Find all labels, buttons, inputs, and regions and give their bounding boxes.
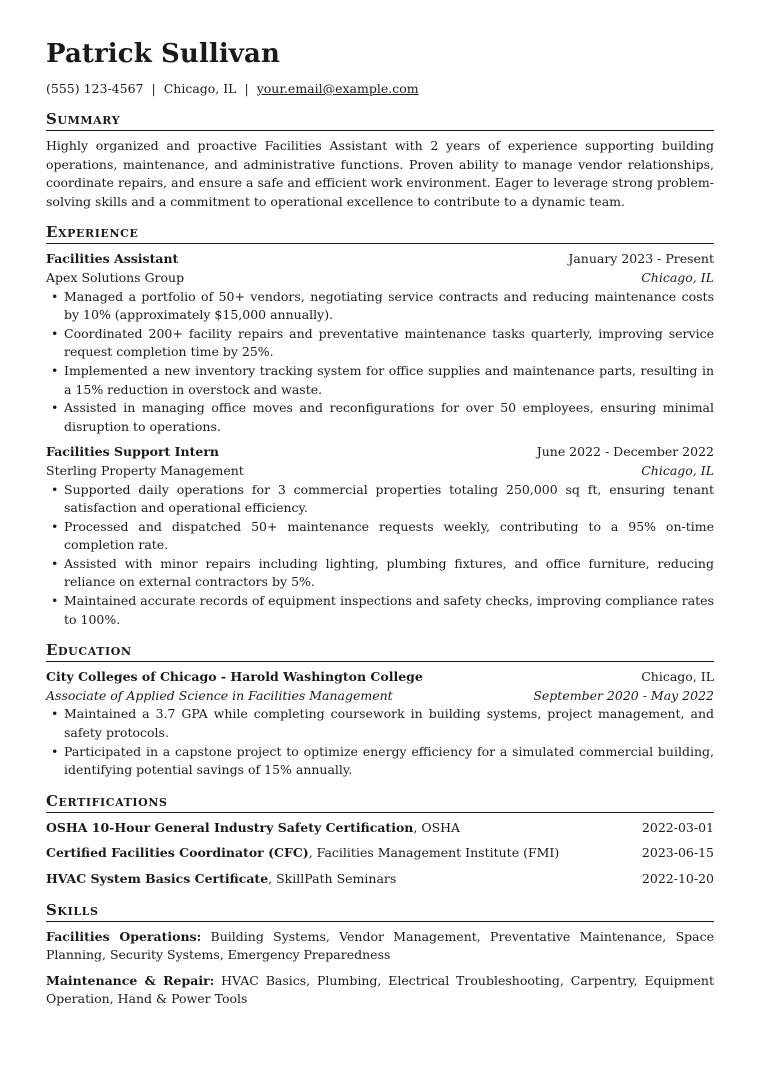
company-name: Apex Solutions Group [46, 269, 185, 285]
location: Chicago, IL [163, 81, 237, 96]
summary-text: Highly organized and proactive Facilities Assistant with 2 years of experience supporting building operations, maintenance, and administrative functions. Proven ability to manage vendor relationships, coordinate repairs, and ensure a safe and efficient work environment. Eager to leverage strong problem-solving skills and a commitment to operational excellence to contribute to a dynamic team. [46, 138, 714, 209]
certification-issuer: , SkillPath Seminars [268, 871, 397, 886]
job-bullet: • Assisted with minor repairs including lighting, plumbing fixtures, and office furniture, reducing reliance on external contractors by 5%. [46, 555, 714, 592]
section-title-education: Education [46, 641, 714, 662]
certification-name: HVAC System Basics Certificate [46, 871, 269, 886]
skill-group-values: Building Systems, Vendor Management, Preventative Maintenance, Space Planning, Security Systems, Emergency Preparedness [46, 928, 714, 963]
education-bullet: • Maintained a 3.7 GPA while completing coursework in building systems, project management, and safety protocols. [46, 705, 714, 742]
certification-name: OSHA 10-Hour General Industry Safety Certification [46, 819, 414, 835]
school-location: Chicago, IL [641, 669, 714, 685]
job-bullet-list [46, 481, 714, 630]
job-title: Facilities Assistant [46, 251, 179, 267]
experience-entry [46, 443, 714, 629]
certification-item [46, 819, 714, 838]
education-section [46, 641, 714, 780]
phone-number: (555) 123-4567 [46, 81, 144, 96]
job-bullet: • Maintained accurate records of equipment inspections and safety checks, improving compliance rates to 100%. [46, 592, 714, 629]
certification-issuer: , Facilities Management Institute (FMI) [308, 845, 560, 861]
job-dates: January 2023 - Present [568, 251, 714, 267]
section-title-experience: Experience [46, 223, 714, 244]
section-title-certifications: Certifications [46, 792, 714, 813]
skill-group-values: HVAC Basics, Plumbing, Electrical Troubleshooting, Carpentry, Equipment Operation, Hand & Power Tools [46, 972, 714, 1007]
degree-name: Associate of Applied Science in Facilities Management [46, 687, 393, 703]
education-dates: September 2020 - May 2022 [533, 687, 714, 703]
certification-item [46, 870, 714, 889]
email-link[interactable]: your.email@example.com [256, 81, 419, 96]
section-title-skills: Skills [46, 901, 714, 922]
education-bullet-list [46, 705, 714, 779]
job-location: Chicago, IL [641, 269, 714, 285]
certification-issuer: , OSHA [413, 819, 461, 835]
job-bullet-list [46, 288, 714, 437]
certification-name: Certified Facilities Coordinator (CFC) [46, 845, 309, 861]
certifications-section [46, 792, 714, 889]
contact-separator: | [244, 81, 249, 96]
job-title: Facilities Support Intern [46, 444, 219, 460]
contact-line [46, 80, 714, 98]
job-bullet: • Managed a portfolio of 50+ vendors, negotiating service contracts and reducing maintenance costs by 10% (approximately $15,000 annually). [46, 288, 714, 325]
school-name: City Colleges of Chicago - Harold Washington College [46, 669, 423, 685]
skill-group [46, 972, 714, 1009]
certification-date: 2023-06-15 [641, 845, 714, 861]
skill-group [46, 928, 714, 965]
experience-entry [46, 250, 714, 436]
resume-header [46, 38, 714, 98]
education-bullet: • Participated in a capstone project to optimize energy efficiency for a simulated commercial building, identifying potential savings of 15% annually. [46, 743, 714, 780]
summary-section [46, 110, 714, 211]
skill-group-label: Facilities Operations: [46, 928, 202, 944]
experience-section [46, 223, 714, 629]
job-bullet: • Processed and dispatched 50+ maintenance requests weekly, contributing to a 95% on-time completion rate. [46, 518, 714, 555]
job-bullet: • Implemented a new inventory tracking system for office supplies and maintenance parts, resulting in a 15% reduction in overstock and waste. [46, 362, 714, 399]
skills-section [46, 901, 714, 1009]
job-location: Chicago, IL [641, 462, 714, 478]
contact-separator: | [151, 81, 156, 96]
job-bullet: • Supported daily operations for 3 commercial properties totaling 250,000 sq ft, ensuring tenant satisfaction and operational efficiency. [46, 481, 714, 518]
company-name: Sterling Property Management [46, 462, 244, 478]
certification-item [46, 844, 714, 863]
job-bullet: • Assisted in managing office moves and reconfigurations for over 50 employees, ensuring minimal disruption to operations. [46, 399, 714, 436]
certification-date: 2022-10-20 [641, 871, 714, 886]
candidate-name: Patrick Sullivan [46, 39, 280, 69]
job-bullet: • Coordinated 200+ facility repairs and preventative maintenance tasks quarterly, improving service request completion time by 25%. [46, 325, 714, 362]
section-title-summary: Summary [46, 110, 714, 131]
certification-date: 2022-03-01 [641, 819, 714, 835]
job-dates: June 2022 - December 2022 [536, 444, 714, 460]
skill-group-label: Maintenance & Repair: [46, 972, 215, 988]
